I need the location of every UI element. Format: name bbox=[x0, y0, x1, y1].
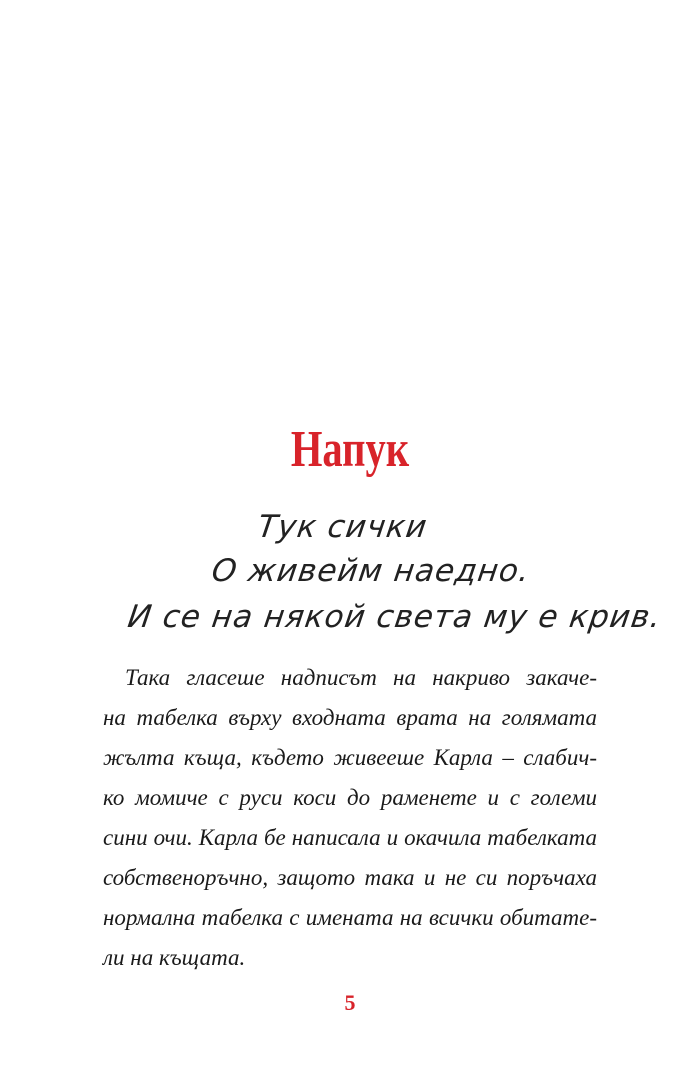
chapter-title: Напук bbox=[290, 421, 410, 478]
body-line: собственоръчно, защото така и не си поръчаха bbox=[103, 865, 597, 890]
body-paragraph bbox=[103, 658, 597, 978]
body-line: ли на къщата. bbox=[103, 945, 246, 970]
page-number: 5 bbox=[344, 990, 356, 1015]
body-line: на табелка върху входната врата на голямата bbox=[103, 705, 597, 730]
body-line: ко момиче с руси коси до раменете и с големи bbox=[103, 785, 597, 810]
inscription-line-1: Тук сички bbox=[255, 509, 430, 545]
handwritten-inscription bbox=[0, 505, 700, 645]
body-line: сини очи. Карла бе написала и окачила табелката bbox=[103, 825, 597, 850]
body-line: Така гласеше надписът на накриво закаче- bbox=[125, 665, 597, 690]
inscription-line-3: И се на някой света му е крив. bbox=[125, 599, 664, 635]
body-line: нормална табелка с имената на всички обитате- bbox=[103, 905, 597, 930]
body-line: жълта къща, където живееше Карла – слабич- bbox=[103, 745, 597, 770]
inscription-line-2: О живейм наедно. bbox=[209, 553, 533, 589]
